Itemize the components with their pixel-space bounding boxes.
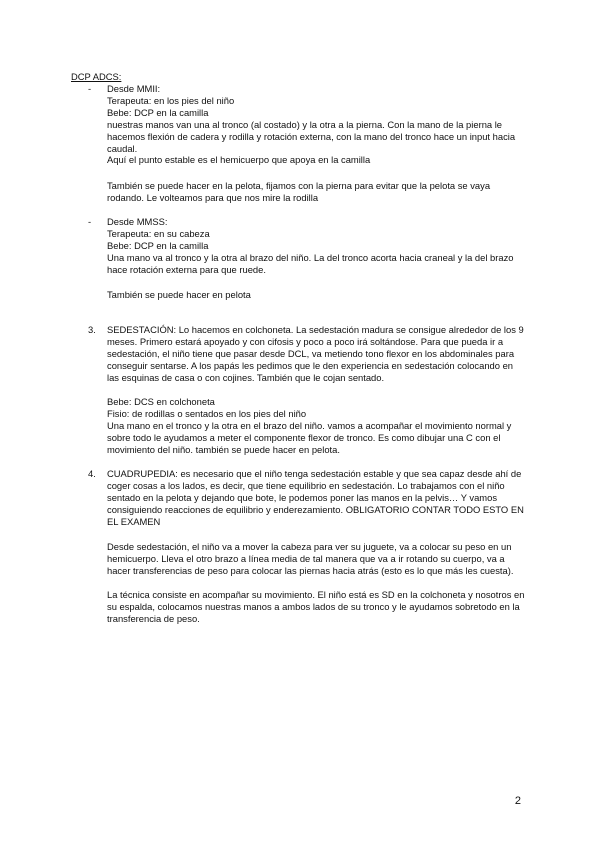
sec1-extra-text: También se puede hacer en la pelota, fijamos con la pierna para evitar que la pelota se vaya rodando. Le volteamos para que nos mire la rodilla — [107, 180, 491, 203]
sec3-para-text: SEDESTACIÓN: Lo hacemos en colchoneta. La sedestación madura se consigue alrededor de los 9 meses. Primero estará apoyado y con cifosis y poco a poco irá soltándose. Para que pueda ir a sedestación, el niño tiene que pasar desde DCL, va metiendo tono flexor en los abdominales para conseguir sentarse. A los papás les pedimos que le den experiencia en sedestación colocando en las esquinas de casa o con cojines. También que le cojan sentado. — [107, 324, 524, 383]
sec4-paragraph-3 — [107, 589, 527, 625]
sec2-extra-text: También se puede hacer en pelota — [107, 289, 251, 300]
list-number: 3. — [88, 324, 96, 335]
sec2-extra — [107, 289, 527, 301]
sec3-paragraph — [107, 324, 527, 384]
sec4-para2-text: Desde sedestación, el niño va a mover la cabeza para ver su juguete, va a colocar su peso en un hemicuerpo. Lleva el otro brazo a línea media de tal manera que va a ir rotando su cuerpo, va a hacer transferencias de peso para colocar las piernas hacia atrás (esto es lo que más les cuesta). — [107, 541, 514, 576]
sec2-therapist: Terapeuta: en su cabeza — [107, 227, 210, 239]
sec1-block — [107, 83, 527, 166]
sec2-baby: Bebe: DCP en la camilla — [107, 239, 209, 251]
sec4-para3-text: La técnica consiste en acompañar su movimiento. El niño está es SD en la colchoneta y nosotros en su espalda, colocamos nuestras manos a ambos lados de su tronco y le ayudamos sobretodo en la transferencia de peso. — [107, 589, 525, 624]
sec2-title: Desde MMSS: — [107, 216, 168, 227]
sec2-description: Una mano va al tronco y la otra al brazo del niño. La del tronco acorta hacia craneal y la del brazo hace rotación externa para que ruede. — [107, 251, 514, 275]
sec4-paragraph-2 — [107, 541, 527, 577]
sec1-description: nuestras manos van una al tronco (al costado) y la otra a la pierna. Con la mano de la pierna le hacemos flexión de cadera y rodilla y rotación externa, con la mano del tronco hace un input hacia caudal. — [107, 118, 516, 154]
page-number: 2 — [514, 795, 521, 807]
sec1-baby: Bebe: DCP en la camilla — [107, 106, 209, 118]
list-number: 4. — [88, 468, 96, 479]
sec3-physio: Fisio: de rodillas o sentados en los pies del niño — [107, 407, 307, 419]
sec1-stable-point: Aquí el punto estable es el hemicuerpo que apoya en la camilla — [107, 154, 371, 166]
sec2-block — [107, 216, 527, 276]
sec1-title: Desde MMII: — [107, 83, 161, 94]
section-heading: DCP ADCS: — [71, 71, 122, 82]
sec4-paragraph — [107, 468, 527, 528]
list-bullet: - — [88, 216, 92, 227]
sec4-para-text: CUADRUPEDIA: es necesario que el niño tenga sedestación estable y que sea capaz desde ahí de coger cosas a los lados, es decir, que tiene equilibrio en sedestación. Lo trabajamos con el niño sentado en la pelota y dejando que bote, le podemos poner las manos en la pelvis… Y vamos consiguiendo reacciones de equilibrio y enderezamiento. OBLIGATORIO CONTAR TODO ESTO EN EL EXAMEN — [107, 468, 524, 527]
sec1-therapist: Terapeuta: en los pies del niño — [107, 94, 235, 106]
sec3-block — [107, 396, 527, 456]
list-bullet: - — [88, 83, 92, 94]
sec3-baby: Bebe: DCS en colchoneta — [107, 396, 215, 407]
sec3-description: Una mano en el tronco y la otra en el brazo del niño. vamos a acompañar el movimiento normal y sobre todo le ayudamos a meter el componente flexor de tronco. Es como dibujar una C con el movimiento del niño. también se puede hacer en pelota. — [107, 419, 512, 455]
sec1-extra — [107, 180, 527, 204]
